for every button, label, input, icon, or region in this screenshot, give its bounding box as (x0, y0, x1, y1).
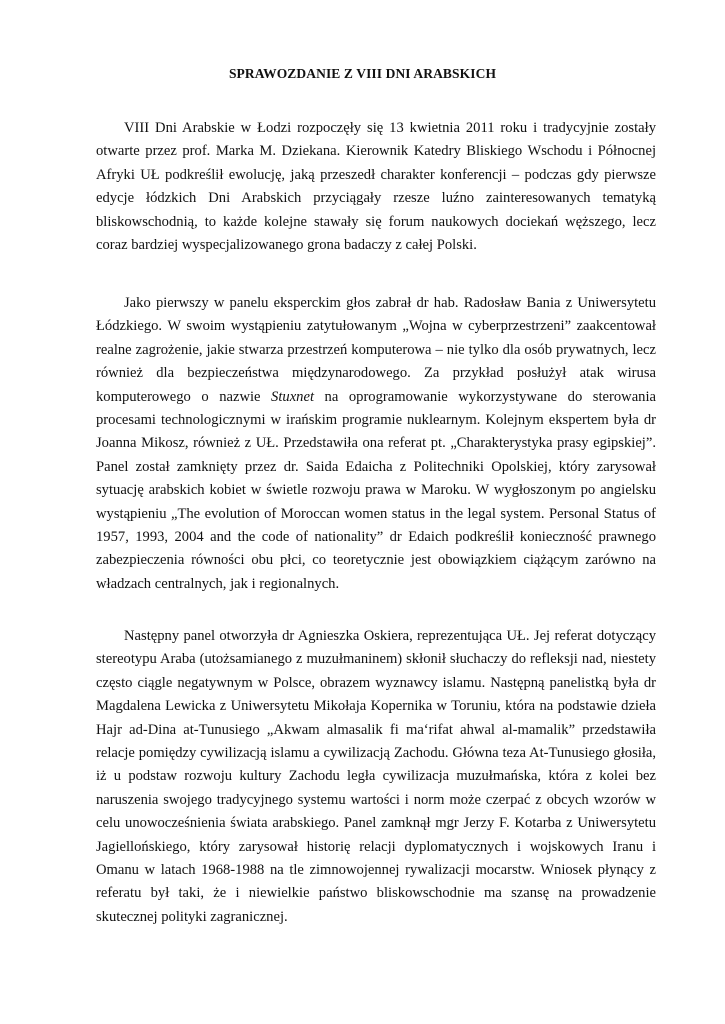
paragraph-opening: VIII Dni Arabskie w Łodzi rozpoczęły się 13 kwietnia 2011 roku i tradycyjnie zostały otwarte przez prof. Marka M. Dziekana. Kierownik Katedry Bliskiego Wschodu i Północnej Afryki UŁ podkreślił ewolucję, jaką przeszedł charakter konferencji – podczas gdy pierwsze edycje łódzkich Dni Arabskich przyciągały rzesze luźno zainteresowanych tematyką bliskowschodnią, to każde kolejne stawały się forum naukowych dociekań węższego, lecz coraz bardziej wyspecjalizowanego grona badaczy z całej Polski. (96, 120, 656, 254)
paragraph-expert-panel-part1: Jako pierwszy w panelu eksperckim głos zabrał dr hab. Radosław Bania z Uniwersytetu Łódzkiego. W swoim wystąpieniu zatytułowanym „Wojna w cyberprzestrzeni” zaakcentował realne zagrożenie, jakie stwarza przestrzeń komputerowa – nie tylko dla osób prywatnych, lecz również dla bezpieczeństwa międzynarodowego. Za przykład posłużył atak wirusa komputerowego o nazwie (96, 295, 656, 405)
stuxnet-italic: Stuxnet (271, 388, 315, 405)
document-title: SPRAWOZDANIE Z VIII DNI ARABSKICH (228, 66, 497, 81)
paragraph-expert-panel (96, 292, 656, 596)
paragraph-next-panel: Następny panel otworzyła dr Agnieszka Oskiera, reprezentująca UŁ. Jej referat dotyczący stereotypu Araba (utożsamianego z muzułmaninem) skłonił słuchaczy do refleksji nad, niestety często ciągle negatywnym w Polsce, obrazem wyznawcy islamu. Następną panelistką była dr Magdalena Lewicka z Uniwersytetu Mikołaja Kopernika w Toruniu, która na podstawie dzieła Hajr ad-Dina at-Tunusiego „Akwam almasalik fi ma‘rifat ahwal al-mamalik” przedstawiła relacje pomiędzy cywilizacją islamu a cywilizacją Zachodu. Główna teza At-Tunusiego głosiła, iż u podstaw rozwoju kultury Zachodu legła cywilizacja muzułmańska, która z kolei bez naruszenia swojego tradycyjnego systemu wartości i norm może czerpać z obcych wzorów w celu unowocześnienia świata arabskiego. Panel zamknął mgr Jerzy F. Kotarba z Uniwersytetu Jagiellońskiego, który zarysował historię relacji dyplomatycznych i wojskowych Iranu i Omanu w latach 1968-1988 na tle zimnowojennej rywalizacji mocarstw. Wniosek płynący z referatu był taki, że i niewielkie państwo bliskowschodnie ma szansę na prowadzenie skutecznej polityki zagranicznej. (96, 628, 656, 925)
paragraph-expert-panel-part2: na oprogramowanie wykorzystywane do sterowania procesami technologicznymi w irańskim programie nuklearnym. Kolejnym ekspertem była dr Joanna Mikosz, również z UŁ. Przedstawiła ona referat pt. „Charakterystyka prasy egipskiej”. Panel został zamknięty przez dr. Saida Edaicha z Politechniki Opolskiej, który zarysował sytuację arabskich kobiet w świetle rozwoju prawa w Maroku. W wygłoszonym po angielsku wystąpieniu „The evolution of Moroccan women status in the legal system. Personal Status of 1957, 1993, 2004 and the code of nationality” dr Edaich podkreślił konieczność prawnego zabezpieczenia równości obu płci, co teoretycznie jest obowiązkiem ciążącym zarówno na władzach centralnych, jak i regionalnych. (96, 388, 656, 592)
